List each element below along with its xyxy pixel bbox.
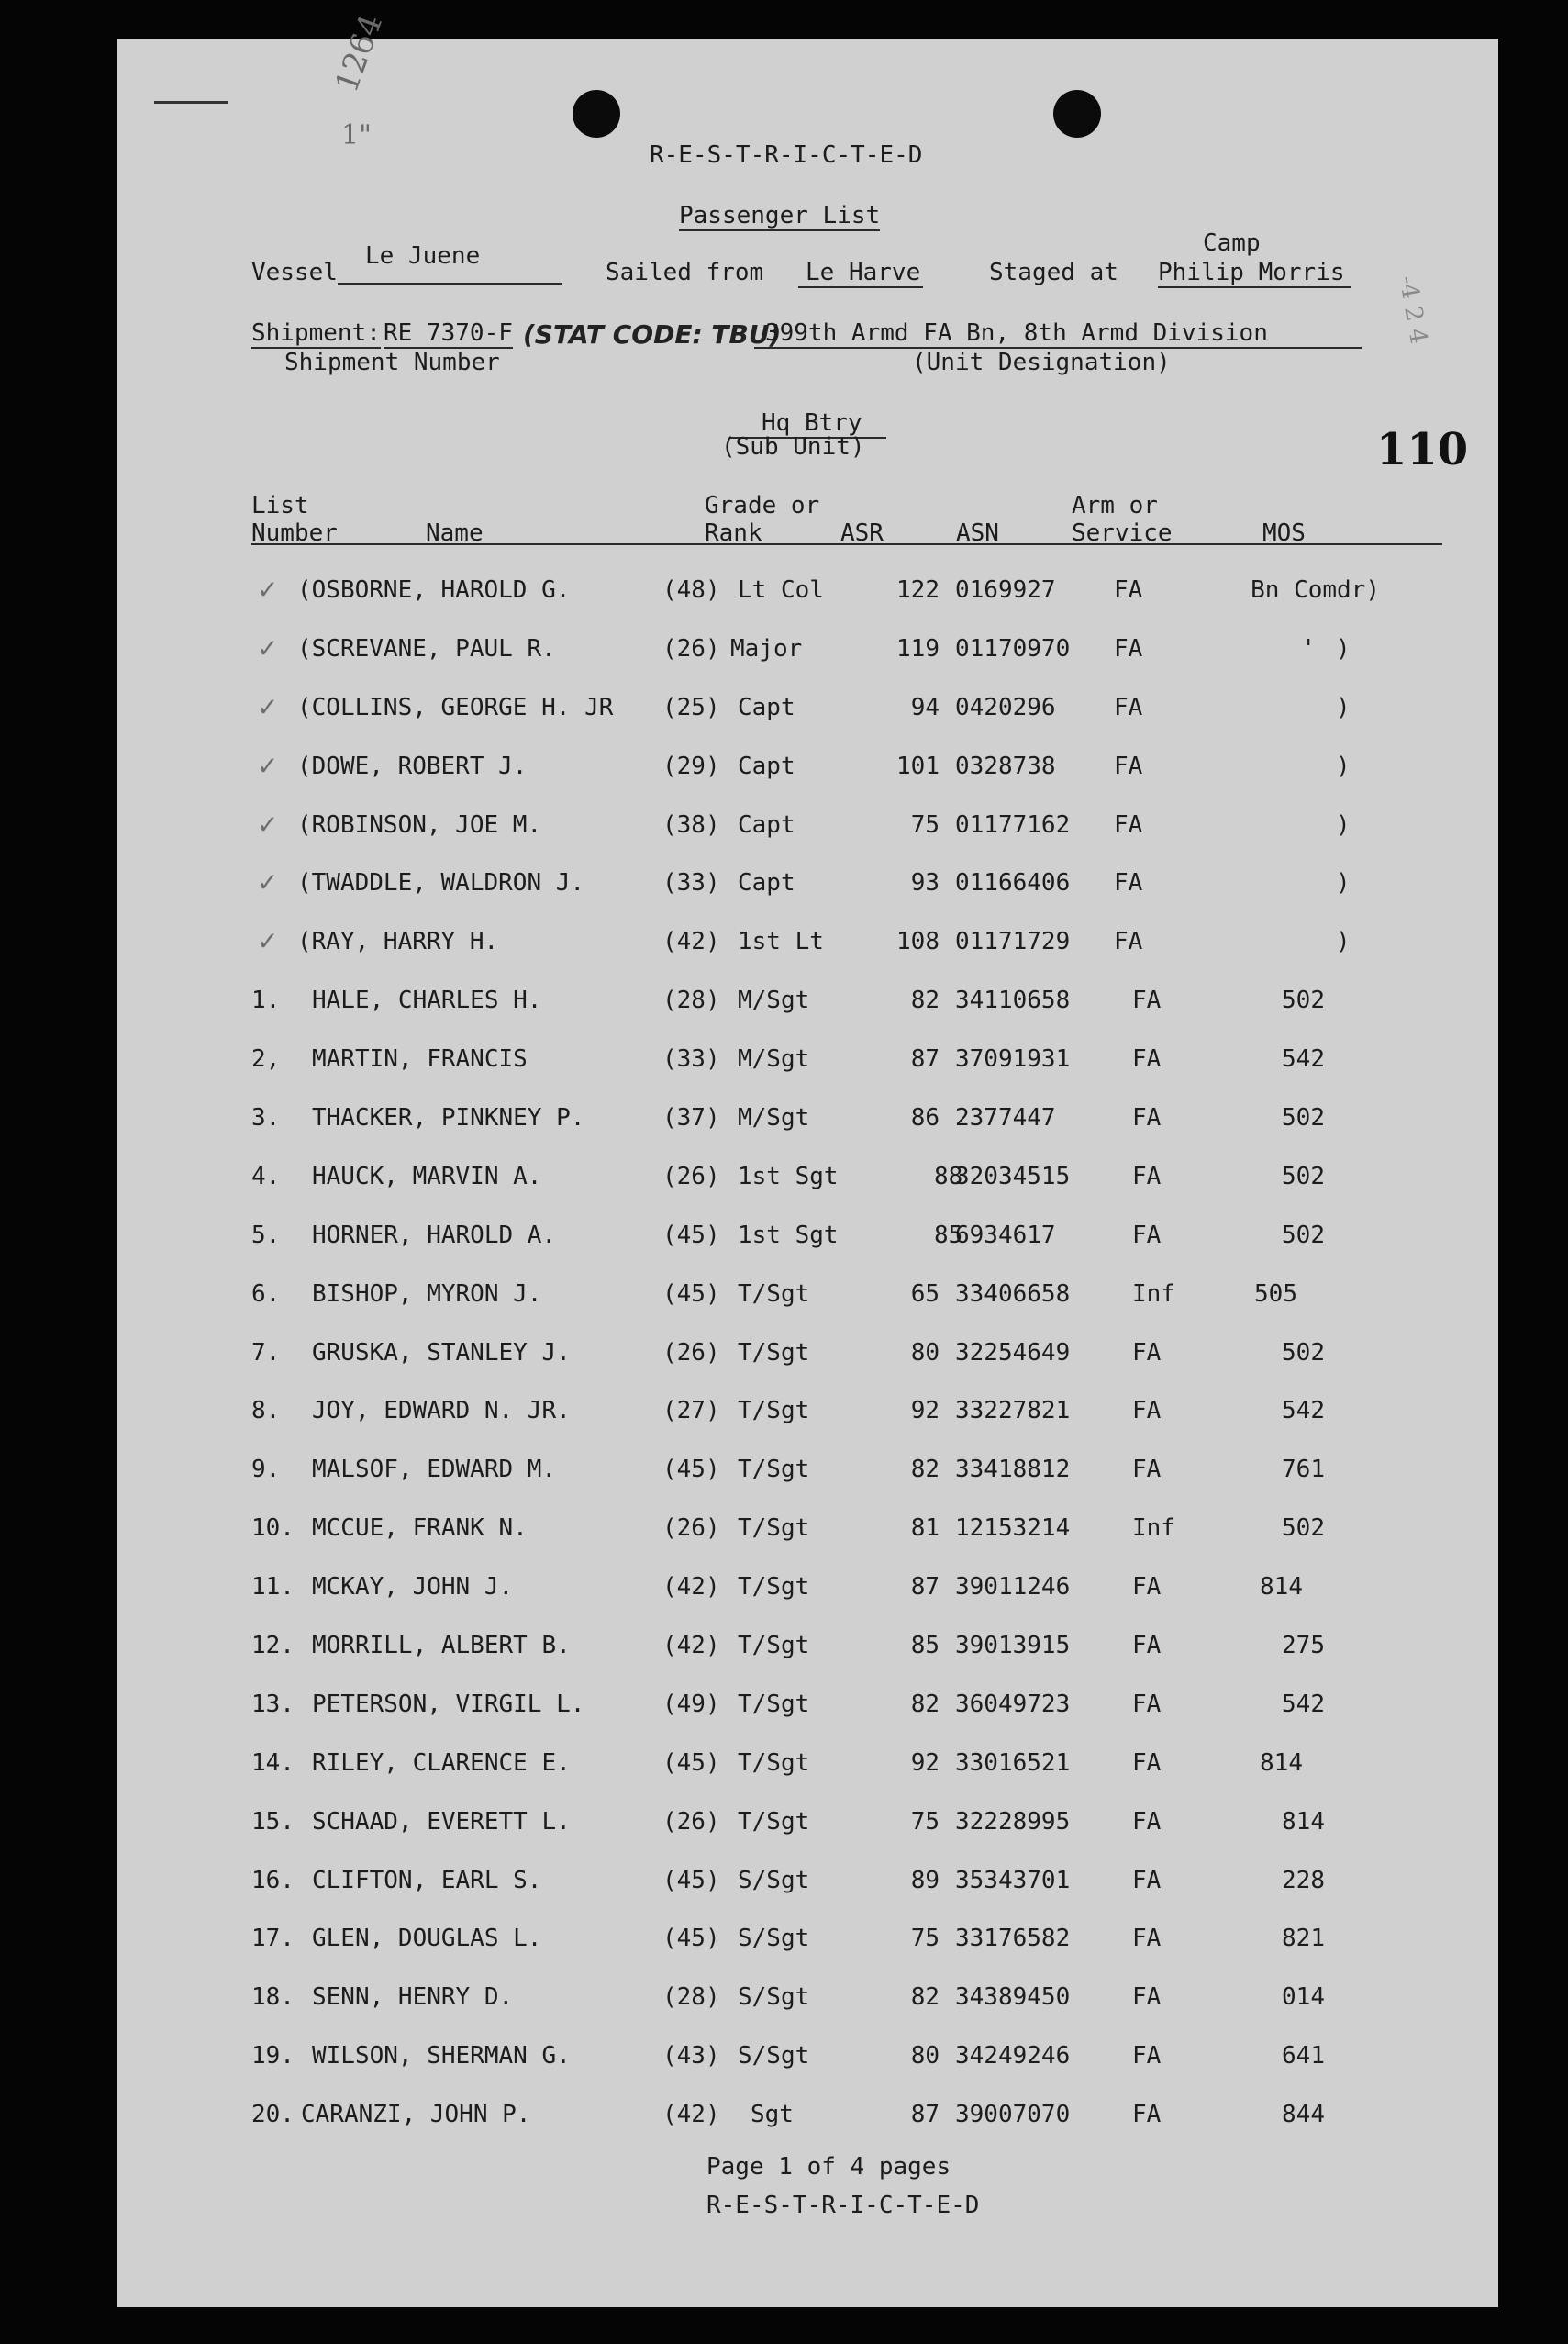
asr-cell: 87 [910,2101,940,2129]
name-cell: THACKER, PINKNEY P. [312,1104,585,1133]
rank-cell: T/Sgt [738,1279,810,1308]
table-row [117,928,1498,987]
check-mark: ✓ [257,750,279,781]
table-row [117,1983,1498,2042]
asr-cell: 65 [910,1279,940,1308]
asn-cell: 01177162 [955,810,1071,839]
mos-cell: 502 [1282,1162,1325,1190]
age-cell: (42) [662,1573,720,1602]
passenger-table [117,576,1498,2160]
camp-value: Philip Morris [1158,259,1351,288]
arm-cell: FA [1132,1690,1162,1718]
rank-cell: T/Sgt [738,1573,810,1602]
table-row [117,1514,1498,1573]
name-cell: (TWADDLE, WALDRON J. [297,869,585,898]
close-paren: ) [1336,928,1351,956]
asn-cell: 39011246 [955,1573,1071,1602]
age-cell: (27) [662,1397,720,1425]
age-cell: (45) [662,1748,720,1777]
age-cell: (33) [662,1045,720,1074]
mos-cell: 502 [1282,1338,1325,1367]
camp-label: Camp [1203,229,1261,257]
asr-cell: 80 [910,2042,940,2071]
asn-cell: 32254649 [955,1338,1071,1367]
unit-designation-caption: (Unit Designation) [912,349,1171,376]
check-mark: ✓ [257,926,279,957]
table-row [117,1632,1498,1691]
name-cell: MORRILL, ALBERT B. [312,1632,571,1660]
arm-cell: FA [1132,1397,1162,1425]
asn-cell: 33418812 [955,1456,1071,1484]
mos-cell: 502 [1282,987,1325,1015]
arm-cell: FA [1114,576,1143,604]
asn-cell: 37091931 [955,1045,1071,1074]
arm-cell: FA [1114,634,1143,663]
asr-cell: 85 [934,1221,963,1249]
arm-cell: FA [1114,752,1143,780]
table-row [117,1808,1498,1867]
asn-cell: 01166406 [955,869,1071,898]
check-mark: ✓ [257,691,279,722]
asn-cell: 39007070 [955,2101,1071,2129]
rank-cell: Major [730,634,803,663]
vessel-value: Le Juene [338,242,562,285]
list-number-cell: 4. [251,1162,281,1190]
table-row [117,1456,1498,1514]
list-number-cell: 8. [251,1397,281,1425]
table-row [117,1339,1498,1398]
name-cell: (COLLINS, GEORGE H. JR [297,693,614,721]
arm-cell: FA [1132,2042,1162,2071]
document-title: Passenger List [679,202,881,229]
arm-cell: FA [1132,2101,1162,2129]
rank-cell: T/Sgt [738,1397,810,1425]
asr-cell: 75 [910,810,940,839]
page-count-footer: Page 1 of 4 pages [706,2153,951,2181]
name-cell: CARANZI, JOHN P. [301,2101,531,2129]
asr-cell: 75 [910,1925,940,1953]
stat-code-handwritten: (STAT CODE: TBU) [523,319,782,350]
asn-cell: 34389450 [955,1983,1071,2012]
arm-cell: FA [1132,1748,1162,1777]
mos-cell: 821 [1282,1925,1325,1953]
asn-cell: 36049723 [955,1690,1071,1718]
age-cell: (26) [662,1514,720,1543]
age-cell: (26) [662,634,720,663]
rank-cell: S/Sgt [738,1983,810,2012]
list-number-cell: 19. [251,2042,295,2071]
sailed-from-label: Sailed from [606,259,764,286]
list-number-cell: 2, [251,1045,281,1074]
shipment-label: Shipment: [251,319,381,347]
col-mos: MOS [1262,519,1306,547]
age-cell: (42) [662,2101,720,2129]
margin-dash [154,101,228,104]
asr-cell: 82 [910,1456,940,1484]
col-list-number-line1: List [251,492,309,519]
close-paren: ) [1336,693,1351,721]
mos-cell: 761 [1282,1456,1325,1484]
mos-cell: 814 [1260,1748,1303,1777]
asr-cell: 108 [896,928,940,956]
mos-cell: 844 [1282,2101,1325,2129]
table-row [117,691,1498,753]
list-number-cell: 20. [251,2101,295,2129]
asn-cell: 2377447 [955,1104,1056,1133]
arm-cell: FA [1114,869,1143,898]
list-number-cell: 10. [251,1514,295,1543]
rank-cell: M/Sgt [738,1045,810,1074]
right-margin-note: -4 2 4 [1393,273,1433,347]
check-mark: ✓ [257,809,279,840]
subunit-value: Hq Btry [730,409,886,439]
mos-cell: 275 [1282,1632,1325,1660]
mos-cell: 014 [1282,1983,1325,2012]
unit-designation-value: 399th Armd FA Bn, 8th Armd Division [754,319,1362,349]
asn-cell: 0328738 [955,752,1056,780]
age-cell: (25) [662,693,720,721]
name-cell: (RAY, HARRY H. [297,928,499,956]
asr-cell: 101 [896,752,940,780]
asn-cell: 6934617 [955,1221,1056,1249]
age-cell: (49) [662,1690,720,1718]
col-arm-line2: Service [1072,519,1173,547]
arm-cell: FA [1132,1104,1162,1133]
asr-cell: 82 [910,987,940,1015]
asr-cell: 81 [910,1514,940,1543]
age-cell: (38) [662,810,720,839]
age-cell: (26) [662,1162,720,1190]
arm-cell: FA [1114,693,1143,721]
rank-cell: T/Sgt [738,1632,810,1660]
asn-cell: 01171729 [955,928,1071,956]
age-cell: (42) [662,1632,720,1660]
age-cell: (43) [662,2042,720,2071]
asr-cell: 86 [910,1104,940,1133]
rank-cell: Capt [738,752,795,780]
col-name: Name [426,519,484,547]
rank-cell: 1st Sgt [738,1221,839,1249]
arm-cell: FA [1132,1925,1162,1953]
col-arm-line1: Arm or [1072,492,1158,519]
list-number-cell: 11. [251,1573,295,1602]
rank-cell: 1st Lt [738,928,824,956]
name-cell: HAUCK, MARVIN A. [312,1162,542,1190]
table-row [117,1222,1498,1280]
age-cell: (45) [662,1221,720,1249]
vessel-label: Vessel [251,259,338,286]
punch-hole-right [1053,90,1101,138]
close-paren: ) [1336,752,1351,780]
arm-cell: Inf [1132,1514,1175,1543]
asn-cell: 34110658 [955,987,1071,1015]
list-number-cell: 5. [251,1221,281,1249]
name-cell: CLIFTON, EARL S. [312,1866,542,1894]
table-row [117,869,1498,928]
rank-cell: T/Sgt [738,1690,810,1718]
asr-cell: 89 [910,1866,940,1894]
rank-cell: T/Sgt [738,1748,810,1777]
age-cell: (26) [662,1807,720,1836]
asn-cell: 0169927 [955,576,1056,604]
asr-cell: 94 [910,693,940,721]
close-paren: ) [1336,810,1351,839]
list-number-cell: 16. [251,1866,295,1894]
col-list-number-line2: Number [251,519,338,547]
asn-cell: 01170970 [955,634,1071,663]
table-row [117,811,1498,870]
table-row [117,750,1498,811]
mos-cell: 814 [1282,1807,1325,1836]
age-cell: (48) [662,576,720,604]
mos-cell: 502 [1282,1104,1325,1133]
name-cell: SCHAAD, EVERETT L. [312,1807,571,1836]
name-cell: MALSOF, EDWARD M. [312,1456,557,1484]
rank-cell: Lt Col [738,576,824,604]
mos-cell: 814 [1260,1573,1303,1602]
list-number-cell: 9. [251,1456,281,1484]
arm-cell: FA [1114,810,1143,839]
list-number-cell: 12. [251,1632,295,1660]
name-cell: HORNER, HAROLD A. [312,1221,557,1249]
asr-cell: 87 [910,1045,940,1074]
age-cell: (28) [662,1983,720,2012]
rank-cell: S/Sgt [738,2042,810,2071]
mos-cell: 542 [1282,1690,1325,1718]
asn-cell: 33176582 [955,1925,1071,1953]
table-row [117,1104,1498,1163]
age-cell: (26) [662,1338,720,1367]
name-cell: MARTIN, FRANCIS [312,1045,528,1074]
rank-cell: T/Sgt [738,1338,810,1367]
asn-cell: 33406658 [955,1279,1071,1308]
asr-cell: 75 [910,1807,940,1836]
table-row [117,2042,1498,2101]
mos-cell: 542 [1282,1045,1325,1074]
col-asr: ASR [840,519,884,547]
mos-cell: ' [1301,634,1316,663]
name-cell: PETERSON, VIRGIL L. [312,1690,585,1718]
arm-cell: FA [1132,1632,1162,1660]
table-row [117,632,1498,694]
name-cell: GLEN, DOUGLAS L. [312,1925,542,1953]
col-grade-line2: Rank [705,519,762,547]
check-mark: ✓ [257,867,279,899]
age-cell: (28) [662,987,720,1015]
table-row [117,1397,1498,1456]
asn-cell: 34249246 [955,2042,1071,2071]
rank-cell: T/Sgt [738,1514,810,1543]
arm-cell: FA [1132,987,1162,1015]
table-row [117,1749,1498,1808]
arm-cell: FA [1132,1807,1162,1836]
name-cell: (OSBORNE, HAROLD G. [297,576,571,604]
header-rule [251,543,1442,545]
asr-cell: 82 [910,1690,940,1718]
list-number-cell: 3. [251,1104,281,1133]
name-cell: HALE, CHARLES H. [312,987,542,1015]
mos-cell: 641 [1282,2042,1325,2071]
mos-cell: 502 [1282,1514,1325,1543]
mos-cell: 228 [1282,1866,1325,1894]
shipment-number-caption: Shipment Number [284,349,500,376]
name-cell: (ROBINSON, JOE M. [297,810,542,839]
list-number-cell: 14. [251,1748,295,1777]
sailed-from-value: Le Harve [798,259,923,288]
close-paren: ) [1336,634,1351,663]
table-row [117,1573,1498,1632]
asr-cell: 85 [910,1632,940,1660]
check-mark: ✓ [257,632,279,664]
arm-cell: FA [1132,1162,1162,1190]
asr-cell: 87 [910,1573,940,1602]
rank-cell: S/Sgt [738,1866,810,1894]
mos-cell: Bn Comdr) [1251,576,1380,604]
table-row [117,576,1498,635]
table-row [117,1925,1498,1983]
name-cell: JOY, EDWARD N. JR. [312,1397,571,1425]
asr-cell: 119 [896,634,940,663]
age-cell: (45) [662,1925,720,1953]
subunit-caption: (Sub Unit) [721,433,865,461]
asr-cell: 93 [910,869,940,898]
list-number-cell: 7. [251,1338,281,1367]
list-number-cell: 13. [251,1690,295,1718]
mos-cell: 505 [1254,1279,1297,1308]
table-row [117,1280,1498,1339]
rank-cell: M/Sgt [738,987,810,1015]
table-row [117,987,1498,1045]
arm-cell: FA [1114,928,1143,956]
table-row [117,1691,1498,1749]
age-cell: (37) [662,1104,720,1133]
arm-cell: FA [1132,1456,1162,1484]
age-cell: (45) [662,1866,720,1894]
asn-cell: 35343701 [955,1866,1071,1894]
rank-cell: S/Sgt [738,1925,810,1953]
mos-cell: 542 [1282,1397,1325,1425]
mos-cell: 502 [1282,1221,1325,1249]
table-row [117,1867,1498,1925]
rank-cell: Capt [738,693,795,721]
age-cell: (42) [662,928,720,956]
list-number-cell: 15. [251,1807,295,1836]
name-cell: MCCUE, FRANK N. [312,1514,528,1543]
asn-cell: 32228995 [955,1807,1071,1836]
asr-cell: 92 [910,1397,940,1425]
rank-cell: Capt [738,810,795,839]
name-cell: SENN, HENRY D. [312,1983,514,2012]
col-asn: ASN [956,519,999,547]
arm-cell: FA [1132,1573,1162,1602]
punch-hole-left [573,90,620,138]
asn-cell: 12153214 [955,1514,1071,1543]
name-cell: (DOWE, ROBERT J. [297,752,528,780]
list-number-cell: 17. [251,1925,295,1953]
classification-top: R-E-S-T-R-I-C-T-E-D [650,141,923,169]
arm-cell: FA [1132,1338,1162,1367]
asn-cell: 33016521 [955,1748,1071,1777]
rank-cell: 1st Sgt [738,1162,839,1190]
shipment-value: RE 7370-F [384,319,513,347]
table-row [117,1045,1498,1104]
name-cell: RILEY, CLARENCE E. [312,1748,571,1777]
asn-cell: 33227821 [955,1397,1071,1425]
arm-cell: FA [1132,1221,1162,1249]
list-number-cell: 6. [251,1279,281,1308]
rank-cell: Sgt [751,2101,794,2129]
rank-cell: Capt [738,869,795,898]
age-cell: (29) [662,752,720,780]
close-paren: ) [1336,869,1351,898]
asr-cell: 82 [910,1983,940,2012]
staged-at-label: Staged at [989,259,1118,286]
asr-cell: 80 [910,1338,940,1367]
passenger-list-page [117,9,1498,2307]
table-row [117,2101,1498,2160]
arm-cell: FA [1132,1866,1162,1894]
asr-cell: 88 [934,1162,963,1190]
list-number-cell: 18. [251,1983,295,2012]
name-cell: GRUSKA, STANLEY J. [312,1338,571,1367]
table-row [117,1163,1498,1222]
age-cell: (33) [662,869,720,898]
arm-cell: Inf [1132,1279,1175,1308]
arm-cell: FA [1132,1983,1162,2012]
name-cell: (SCREVANE, PAUL R. [297,634,556,663]
asn-cell: 39013915 [955,1632,1071,1660]
age-cell: (45) [662,1279,720,1308]
name-cell: WILSON, SHERMAN G. [312,2042,571,2071]
arm-cell: FA [1132,1045,1162,1074]
rank-cell: M/Sgt [738,1104,810,1133]
asr-cell: 92 [910,1748,940,1777]
asn-cell: 0420296 [955,693,1056,721]
corner-note-2: 1" [341,119,372,151]
col-grade-line1: Grade or [705,492,820,519]
asn-cell: 32034515 [955,1162,1071,1190]
name-cell: MCKAY, JOHN J. [312,1573,514,1602]
rank-cell: T/Sgt [738,1456,810,1484]
list-number-cell: 1. [251,987,281,1015]
name-cell: BISHOP, MYRON J. [312,1279,542,1308]
age-cell: (45) [662,1456,720,1484]
corner-note: 1264 [328,9,391,97]
rank-cell: T/Sgt [738,1807,810,1836]
page-number: 110 [1376,424,1469,475]
asr-cell: 122 [896,576,940,604]
check-mark: ✓ [257,575,279,605]
classification-bottom: R-E-S-T-R-I-C-T-E-D [706,2192,980,2219]
